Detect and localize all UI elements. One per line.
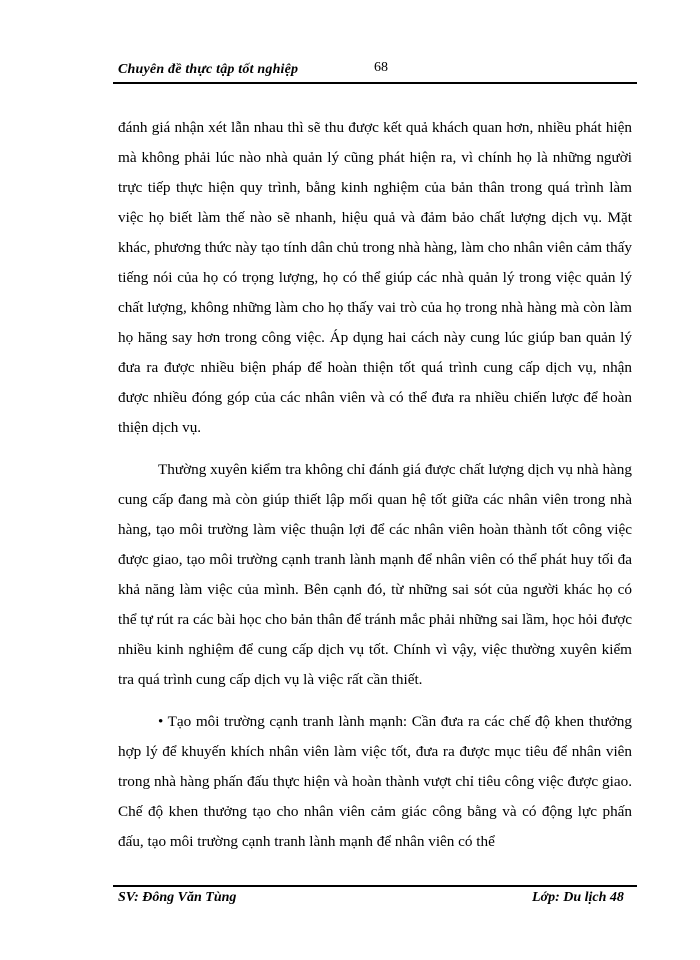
document-body	[118, 113, 632, 857]
header-divider	[113, 82, 637, 84]
paragraph-bullet-competition: • Tạo môi trường cạnh tranh lành mạnh: Cần đưa ra các chế độ khen thưởng hợp lý để khuyến khích nhân viên làm việc tốt, đưa ra được mục tiêu để nhân viên trong nhà hàng phấn đấu thực hiện và hoàn thành vượt chỉ tiêu công việc được giao. Chế độ khen thưởng tạo cho nhân viên cảm giác công bằng và có động lực phấn đấu, tạo môi trường cạnh tranh lành mạnh để nhân viên có thể	[118, 713, 632, 850]
footer-divider	[113, 885, 637, 887]
header-title: Chuyên đề thực tập tốt nghiệp	[118, 62, 299, 77]
footer-class: Lớp: Du lịch 48	[532, 890, 624, 905]
paragraph-continuation: đánh giá nhận xét lẫn nhau thì sẽ thu được kết quả khách quan hơn, nhiều phát hiện mà không phải lúc nào nhà quản lý cũng phát hiện ra, vì chính họ là những người trực tiếp thực hiện quy trình, bằng kinh nghiệm của bản thân trong quá trình làm việc họ biết làm thế nào sẽ nhanh, hiệu quả và đảm bảo chất lượng dịch vụ. Mặt khác, phương thức này tạo tính dân chủ trong nhà hàng, làm cho nhân viên cảm thấy tiếng nói của họ có trọng lượng, họ có thể giúp các nhà quản lý trong việc quản lý chất lượng, không những làm cho họ thấy vai trò của họ trong nhà hàng mà còn làm họ hăng say hơn trong công việc. Áp dụng hai cách này cung lúc giúp ban quản lý đưa ra được nhiều biện pháp để hoàn thiện tốt quá trình cung cấp dịch vụ, nhận được nhiều đóng góp của các nhân viên và có thể đưa ra nhiều chiến lược để hoàn thiện dịch vụ.	[118, 119, 632, 436]
footer-student: SV: Đông Văn Tùng	[118, 890, 237, 905]
paragraph-inspection: Thường xuyên kiểm tra không chỉ đánh giá được chất lượng dịch vụ nhà hàng cung cấp đang mà còn giúp thiết lập mối quan hệ tốt giữa các nhân viên trong nhà hàng, tạo môi trường làm việc thuận lợi để các nhân viên hoàn thành tốt công việc được giao, tạo môi trường cạnh tranh lành mạnh để nhân viên có thể phát huy tối đa khả năng làm việc của mình. Bên cạnh đó, từ những sai sót của người khác họ có thể tự rút ra các bài học cho bản thân để tránh mắc phải những sai lầm, học hỏi được nhiều kinh nghiệm để cung cấp dịch vụ tốt. Chính vì vậy, việc thường xuyên kiểm tra quá trình cung cấp dịch vụ là việc rất cần thiết.	[118, 461, 632, 688]
page-number: 68	[374, 60, 388, 75]
